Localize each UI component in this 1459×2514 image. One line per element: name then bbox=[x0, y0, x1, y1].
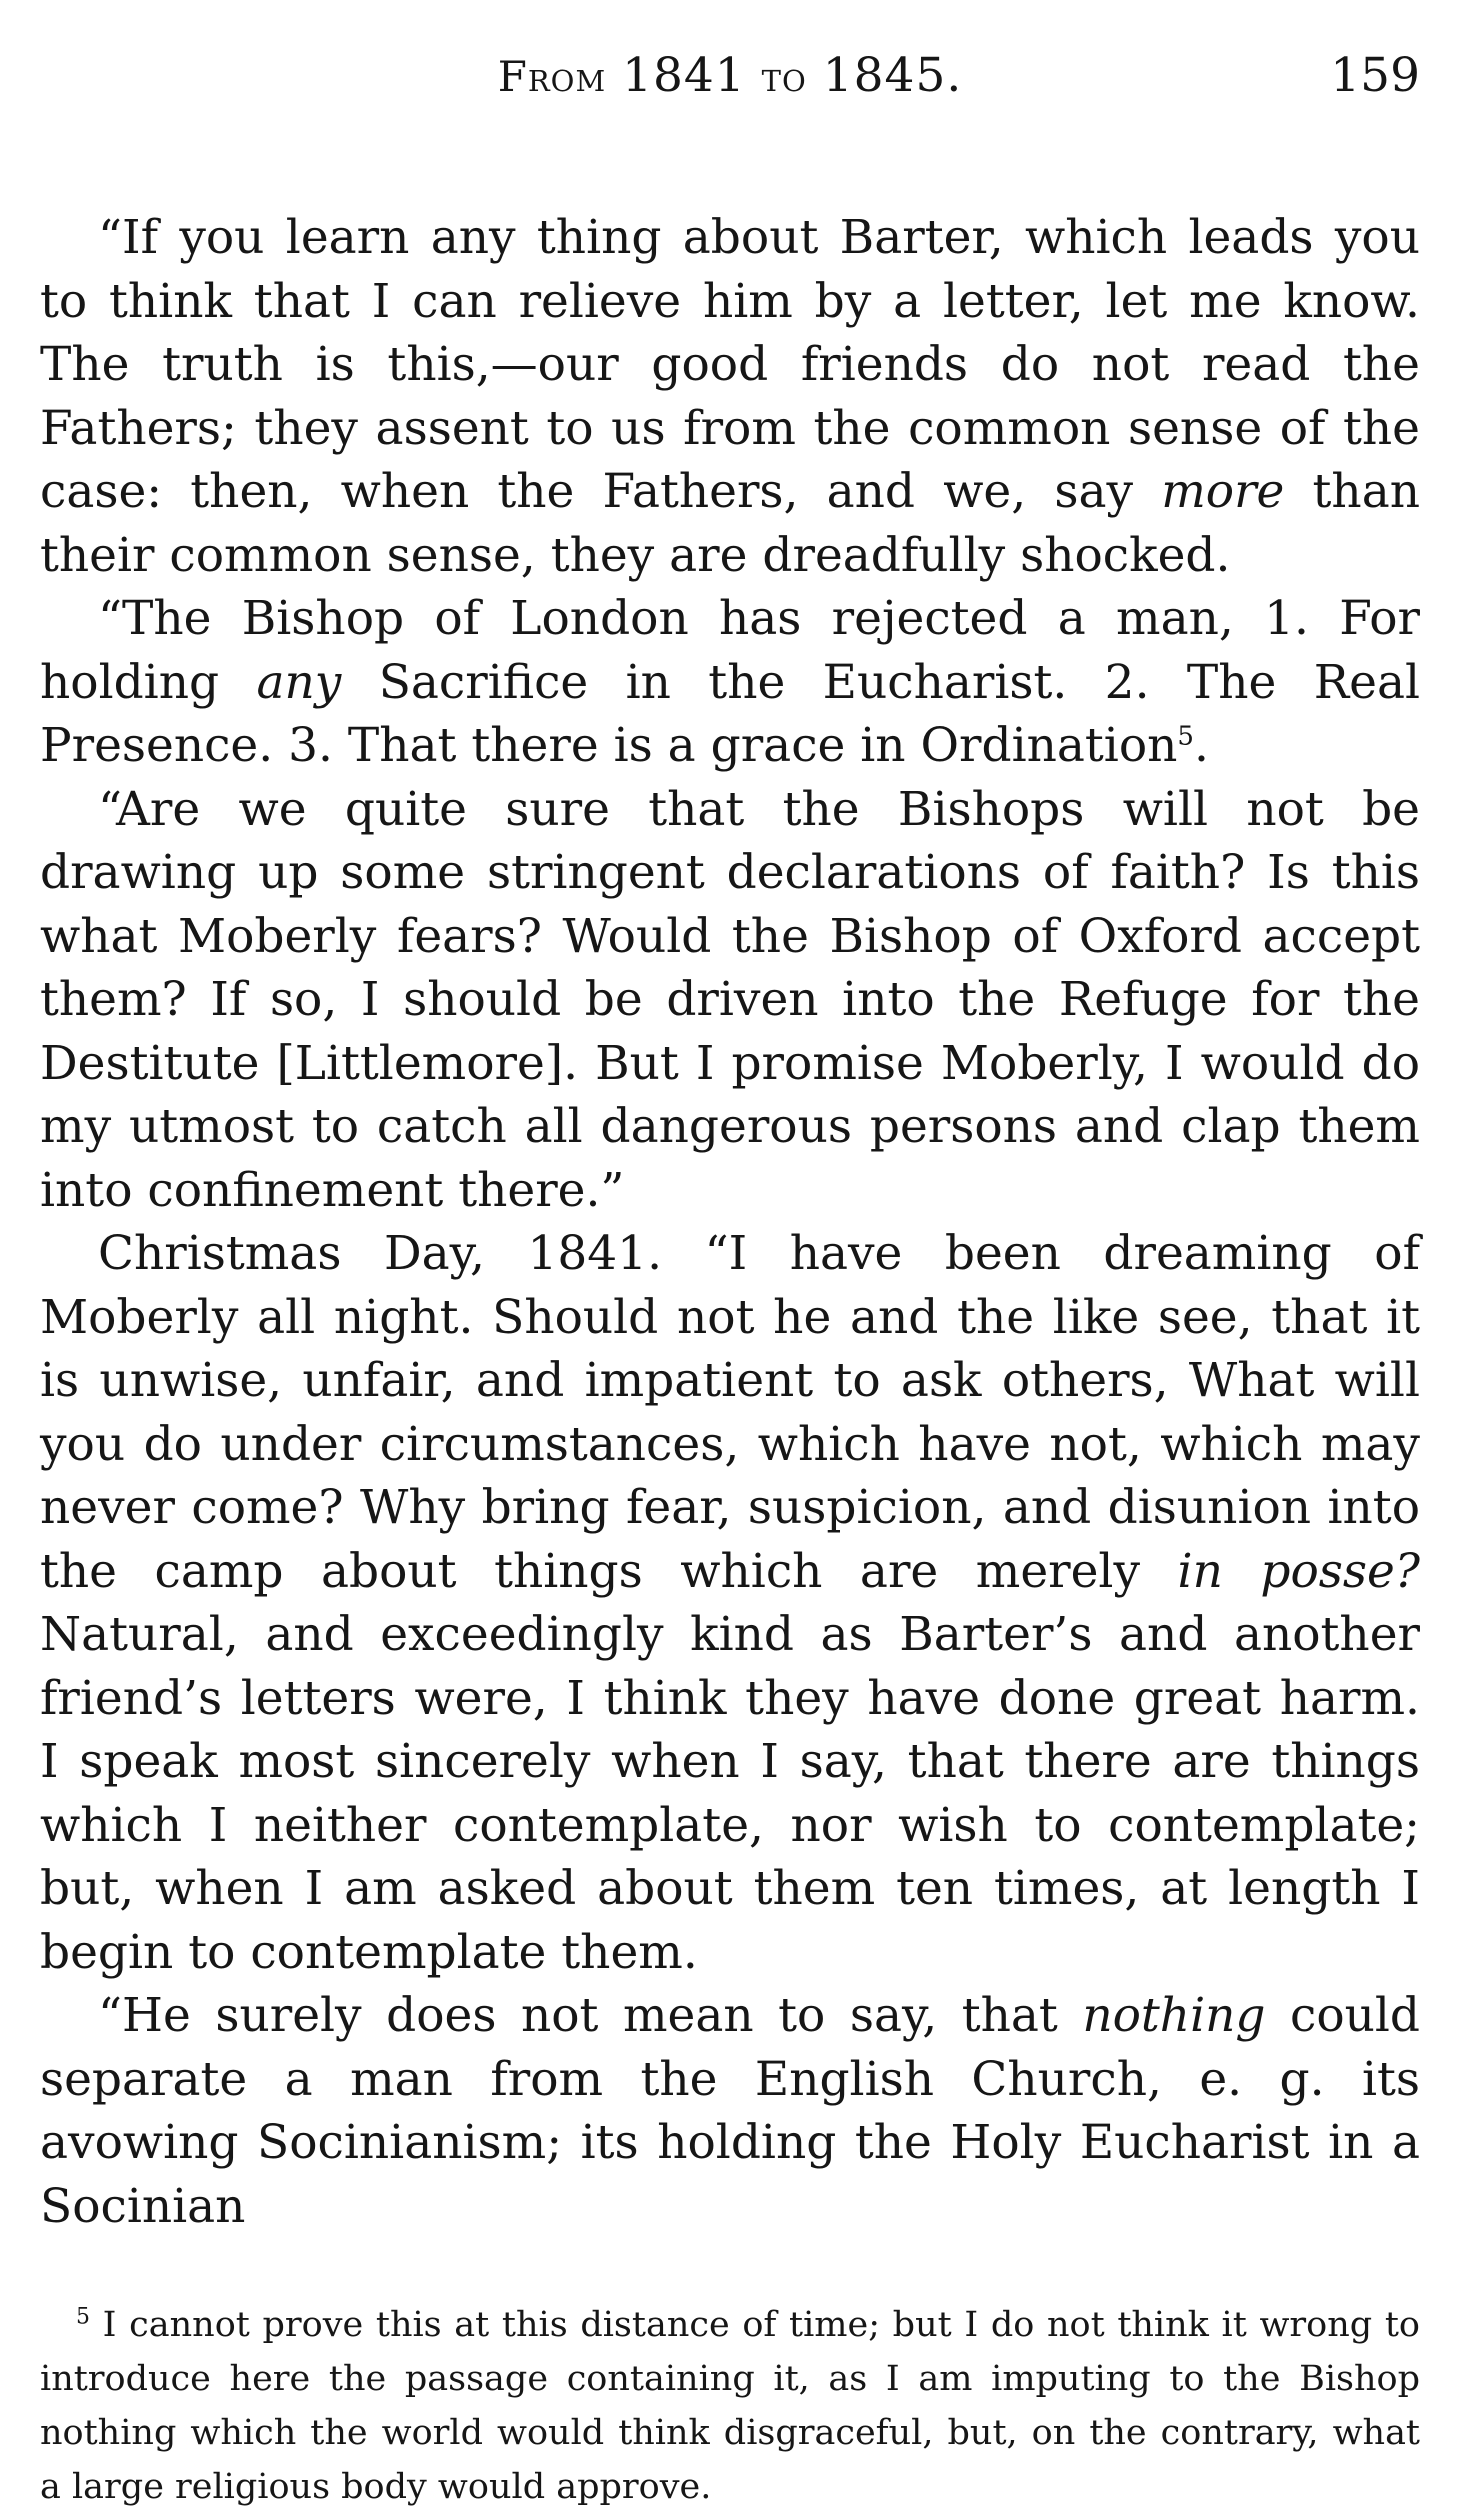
footnote-marker: 5 bbox=[76, 2304, 90, 2330]
text-run: Christmas Day, 1841. “I have been dreaming of Moberly all night. Should not he and the like see, that it is unwise, unfair, and impatient to ask others, What will you do under circumstances, which have not, which may never come? Why bring fear, suspicion, and disunion into the camp about things which are merely bbox=[40, 1226, 1420, 1599]
running-head bbox=[40, 48, 1420, 103]
page-header bbox=[40, 48, 1420, 118]
book-page bbox=[40, 48, 1420, 2514]
footnote-reference: 5 bbox=[1177, 721, 1194, 752]
text-run: than their common sense, they are dreadfully shocked. bbox=[40, 464, 1420, 583]
text-run: could separate a man from the English Church, e. g. its avowing Socinianism; its holding the Holy Eucharist in a Socinian bbox=[40, 1988, 1420, 2234]
running-head-year-end: 1845. bbox=[822, 48, 963, 103]
paragraph bbox=[40, 587, 1420, 778]
italic-text: in posse? bbox=[1177, 1543, 1420, 1599]
text-run: . bbox=[1193, 718, 1209, 773]
text-run: “Are we quite sure that the Bishops will not be drawing up some stringent declarations of faith? Is this what Moberly fears? Would the Bishop of Oxford accept them? If so, I should be driven into the Refuge for the Destitute [Littlemore]. But I promise Moberly, I would do my utmost to catch all dangerous persons and clap them into confinement there.” bbox=[40, 781, 1420, 1218]
paragraph bbox=[40, 206, 1420, 587]
text-run: “The Bishop of London has rejected a man, 1. For holding bbox=[40, 591, 1420, 710]
footnote bbox=[40, 2298, 1420, 2514]
italic-text: more bbox=[1161, 464, 1285, 519]
running-head-to: to bbox=[761, 52, 807, 101]
footnote-text: I cannot prove this at this distance of time; but I do not think it wrong to introduce here the passage containing it, as I am imputing to the Bishop nothing which the world would think disgraceful, but, on the contrary, what a large religious body would approve. bbox=[40, 2305, 1420, 2507]
text-run: “If you learn any thing about Barter, which leads you to think that I can relieve him by a letter, let me know. The truth is this,—our good friends do not read the Fathers; they assent to us from the common sense of the case: then, when the Fathers, and we, say bbox=[40, 210, 1420, 519]
running-head-year-start: 1841 bbox=[622, 48, 746, 103]
footnotes bbox=[40, 2298, 1420, 2514]
running-head-from: From bbox=[497, 52, 607, 101]
text-run: Sacrifice in the Eucharist. 2. The Real Presence. 3. That there is a grace in Ordination bbox=[40, 654, 1420, 773]
paragraph bbox=[40, 778, 1420, 1223]
page-number: 159 bbox=[1330, 48, 1420, 103]
paragraph bbox=[40, 1984, 1420, 2238]
body-text bbox=[40, 206, 1420, 2238]
paragraph bbox=[40, 1222, 1420, 1984]
italic-text: nothing bbox=[1082, 1988, 1266, 2043]
italic-text: any bbox=[256, 654, 342, 710]
text-run: “He surely does not mean to say, that bbox=[98, 1988, 1083, 2043]
text-run: Natural, and exceedingly kind as Barter’s and another friend’s letters were, I think they have done great harm. I speak most sincerely when I say, that there are things which I neither contemplate, nor wish to contemplate; but, when I am asked about them ten times, at length I begin to contemplate them. bbox=[40, 1607, 1420, 1980]
